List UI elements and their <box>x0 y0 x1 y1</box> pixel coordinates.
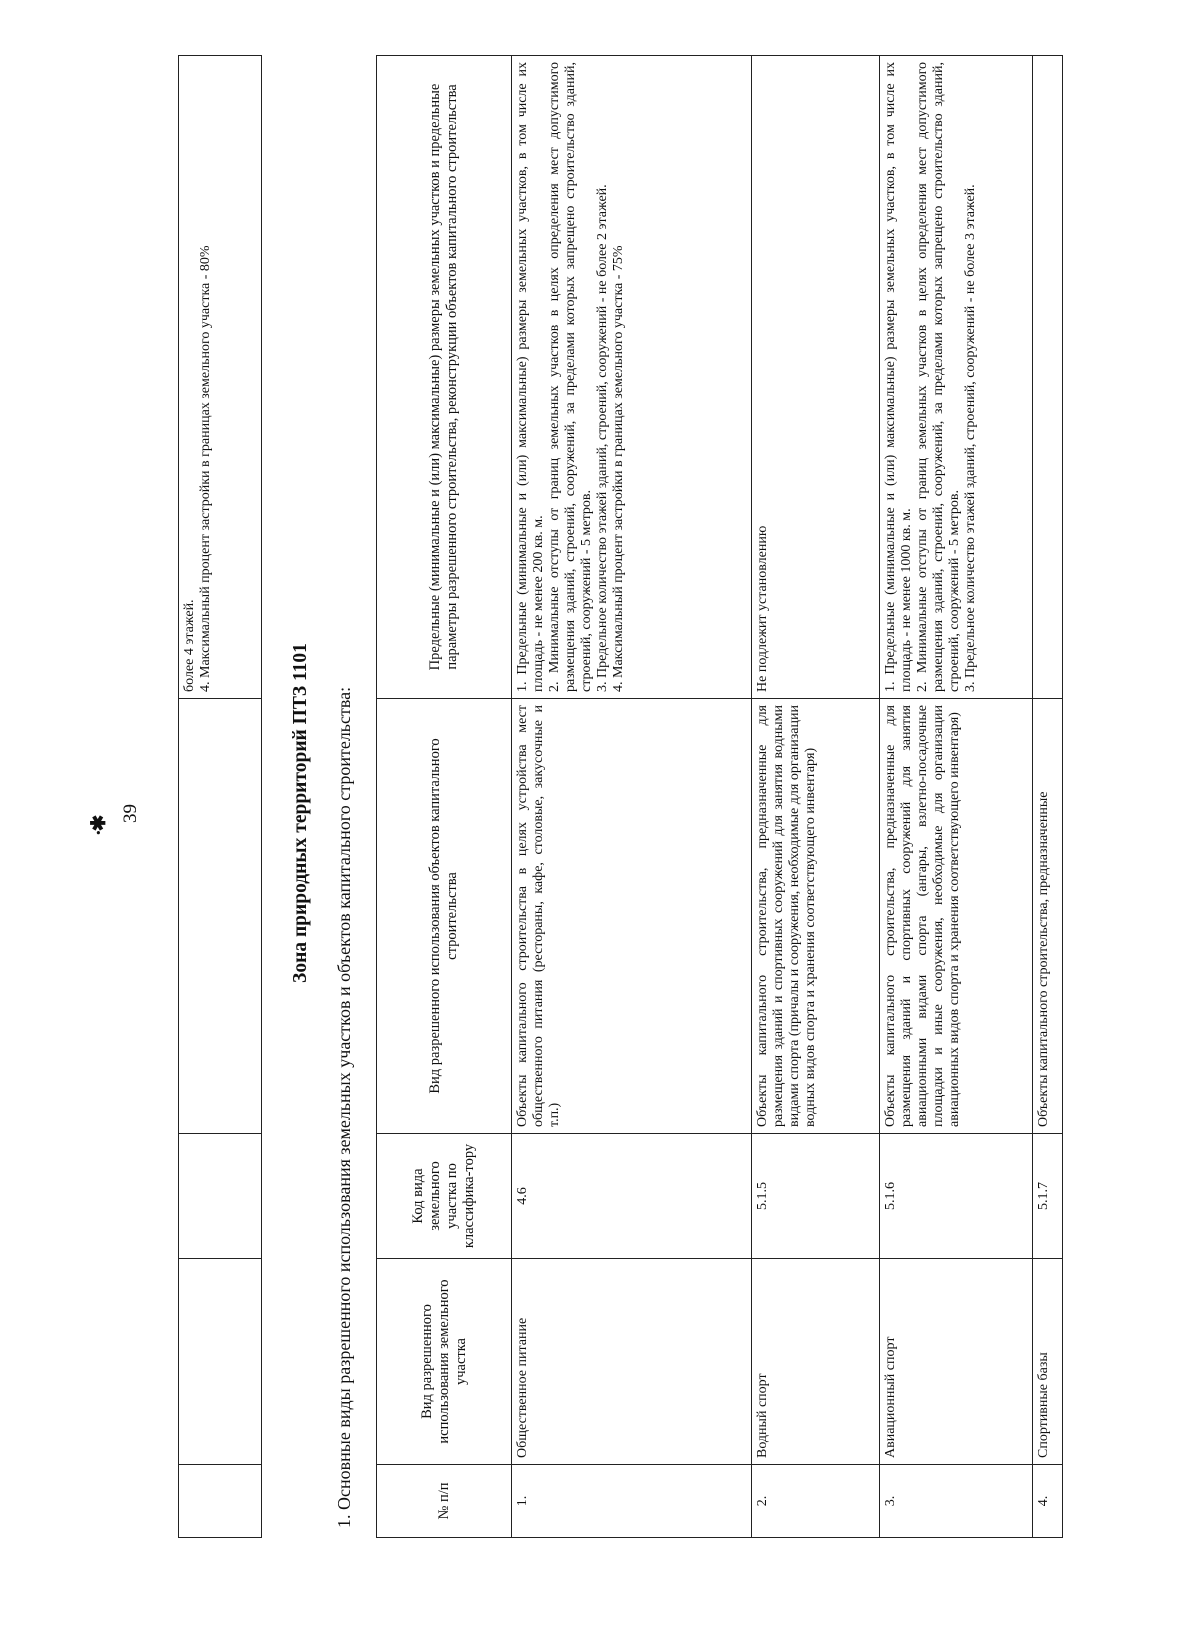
scan-mark: ·✱ <box>88 816 110 836</box>
zone-title: Зона природных территорий ПТЗ 1101 <box>290 643 311 983</box>
row-code: 5.1.7 <box>1033 1134 1063 1259</box>
header-use-type: Вид разрешенного использования земельного участка <box>377 1259 512 1465</box>
table-row <box>880 56 1033 1538</box>
carryover-code-cell <box>179 1134 262 1259</box>
carryover-table <box>178 55 262 1538</box>
row-params: Не подлежит установлению <box>752 56 880 699</box>
row-code: 4.6 <box>512 1134 752 1259</box>
carryover-num-cell <box>179 1465 262 1538</box>
row-use-type: Авиационный спорт <box>880 1259 1033 1465</box>
row-object-use: Объекты капитального строительства, предназначенные для размещения зданий и спортивных сооружений для занятия авиационными видами спорта (ангары, взлетно-посадочные площадки и иные сооружения, необходимые для организации авиационных видов спорта и хранения соответствующего инвентаря) <box>880 699 1033 1134</box>
row-use-type: Спортивные базы <box>1033 1259 1063 1465</box>
header-num: № п/п <box>377 1465 512 1538</box>
row-num: 3. <box>880 1465 1033 1538</box>
row-num: 4. <box>1033 1465 1063 1538</box>
table-row <box>179 56 262 1538</box>
row-params <box>1033 56 1063 699</box>
table-row <box>752 56 880 1538</box>
carryover-object-cell <box>179 699 262 1134</box>
row-params: 1. Предельные (минимальные и (или) максимальные) размеры земельных участков, в том числе их площадь - не менее 200 кв. м. 2. Минимальные отступы от границ земельных участков в целях определения мест допустимого размещения зданий, строений, сооружений, за пределами которых запрещено строительство зданий, строений, сооружений - 5 метров. 3. Предельное количество этажей зданий, строений, сооружений - не более 2 этажей. 4. Максимальный процент застройки в границах земельного участка - 75% <box>512 56 752 699</box>
header-params: Предельные (минимальные и (или) максимальные) размеры земельных участков и предельные параметры разрешенного строительства, реконструкции объектов капитального строительства <box>377 56 512 699</box>
row-object-use: Объекты капитального строительства, предназначенные для размещения зданий и спортивных сооружений для занятия водными видами спорта (причалы и сооружения, необходимые для организации водных видов спорта и хранения соответствующего инвентаря) <box>752 699 880 1134</box>
row-object-use: Объекты капитального строительства в целях устройства мест общественного питания (рестораны, кафе, столовые, закусочные и т.п.) <box>512 699 752 1134</box>
table-header-row <box>377 56 512 1538</box>
row-code: 5.1.5 <box>752 1134 880 1259</box>
carryover-params-text: более 4 этажей. 4. Максимальный процент застройки в границах земельного участка - 80% <box>182 245 213 692</box>
row-code: 5.1.6 <box>880 1134 1033 1259</box>
permitted-uses-table <box>376 55 1063 1538</box>
row-use-type: Водный спорт <box>752 1259 880 1465</box>
row-num: 2. <box>752 1465 880 1538</box>
row-params: 1. Предельные (минимальные и (или) максимальные) размеры земельных участков, в том числе их площадь - не менее 1000 кв. м. 2. Минимальные отступы от границ земельных участков в целях определения мест допустимого размещения зданий, строений, сооружений, за пределами которых запрещено строительство зданий, строений, сооружений - 5 метров. 3. Предельное количество этажей зданий, строений, сооружений - не более 3 этажей. <box>880 56 1033 699</box>
row-object-use: Объекты капитального строительства, предназначенные <box>1033 699 1063 1134</box>
table-row <box>512 56 752 1538</box>
row-use-type: Общественное питание <box>512 1259 752 1465</box>
header-code: Код вида земельного участка по классифика-тору <box>377 1134 512 1259</box>
table-row <box>1033 56 1063 1538</box>
row-num: 1. <box>512 1465 752 1538</box>
carryover-params-cell <box>179 56 262 699</box>
header-object-use: Вид разрешенного использования объектов капитального строительства <box>377 699 512 1134</box>
carryover-use-cell <box>179 1259 262 1465</box>
section-title: 1. Основные виды разрешенного использования земельных участков и объектов капитального строительства: <box>334 686 354 1528</box>
page-number: 39 <box>120 804 141 823</box>
